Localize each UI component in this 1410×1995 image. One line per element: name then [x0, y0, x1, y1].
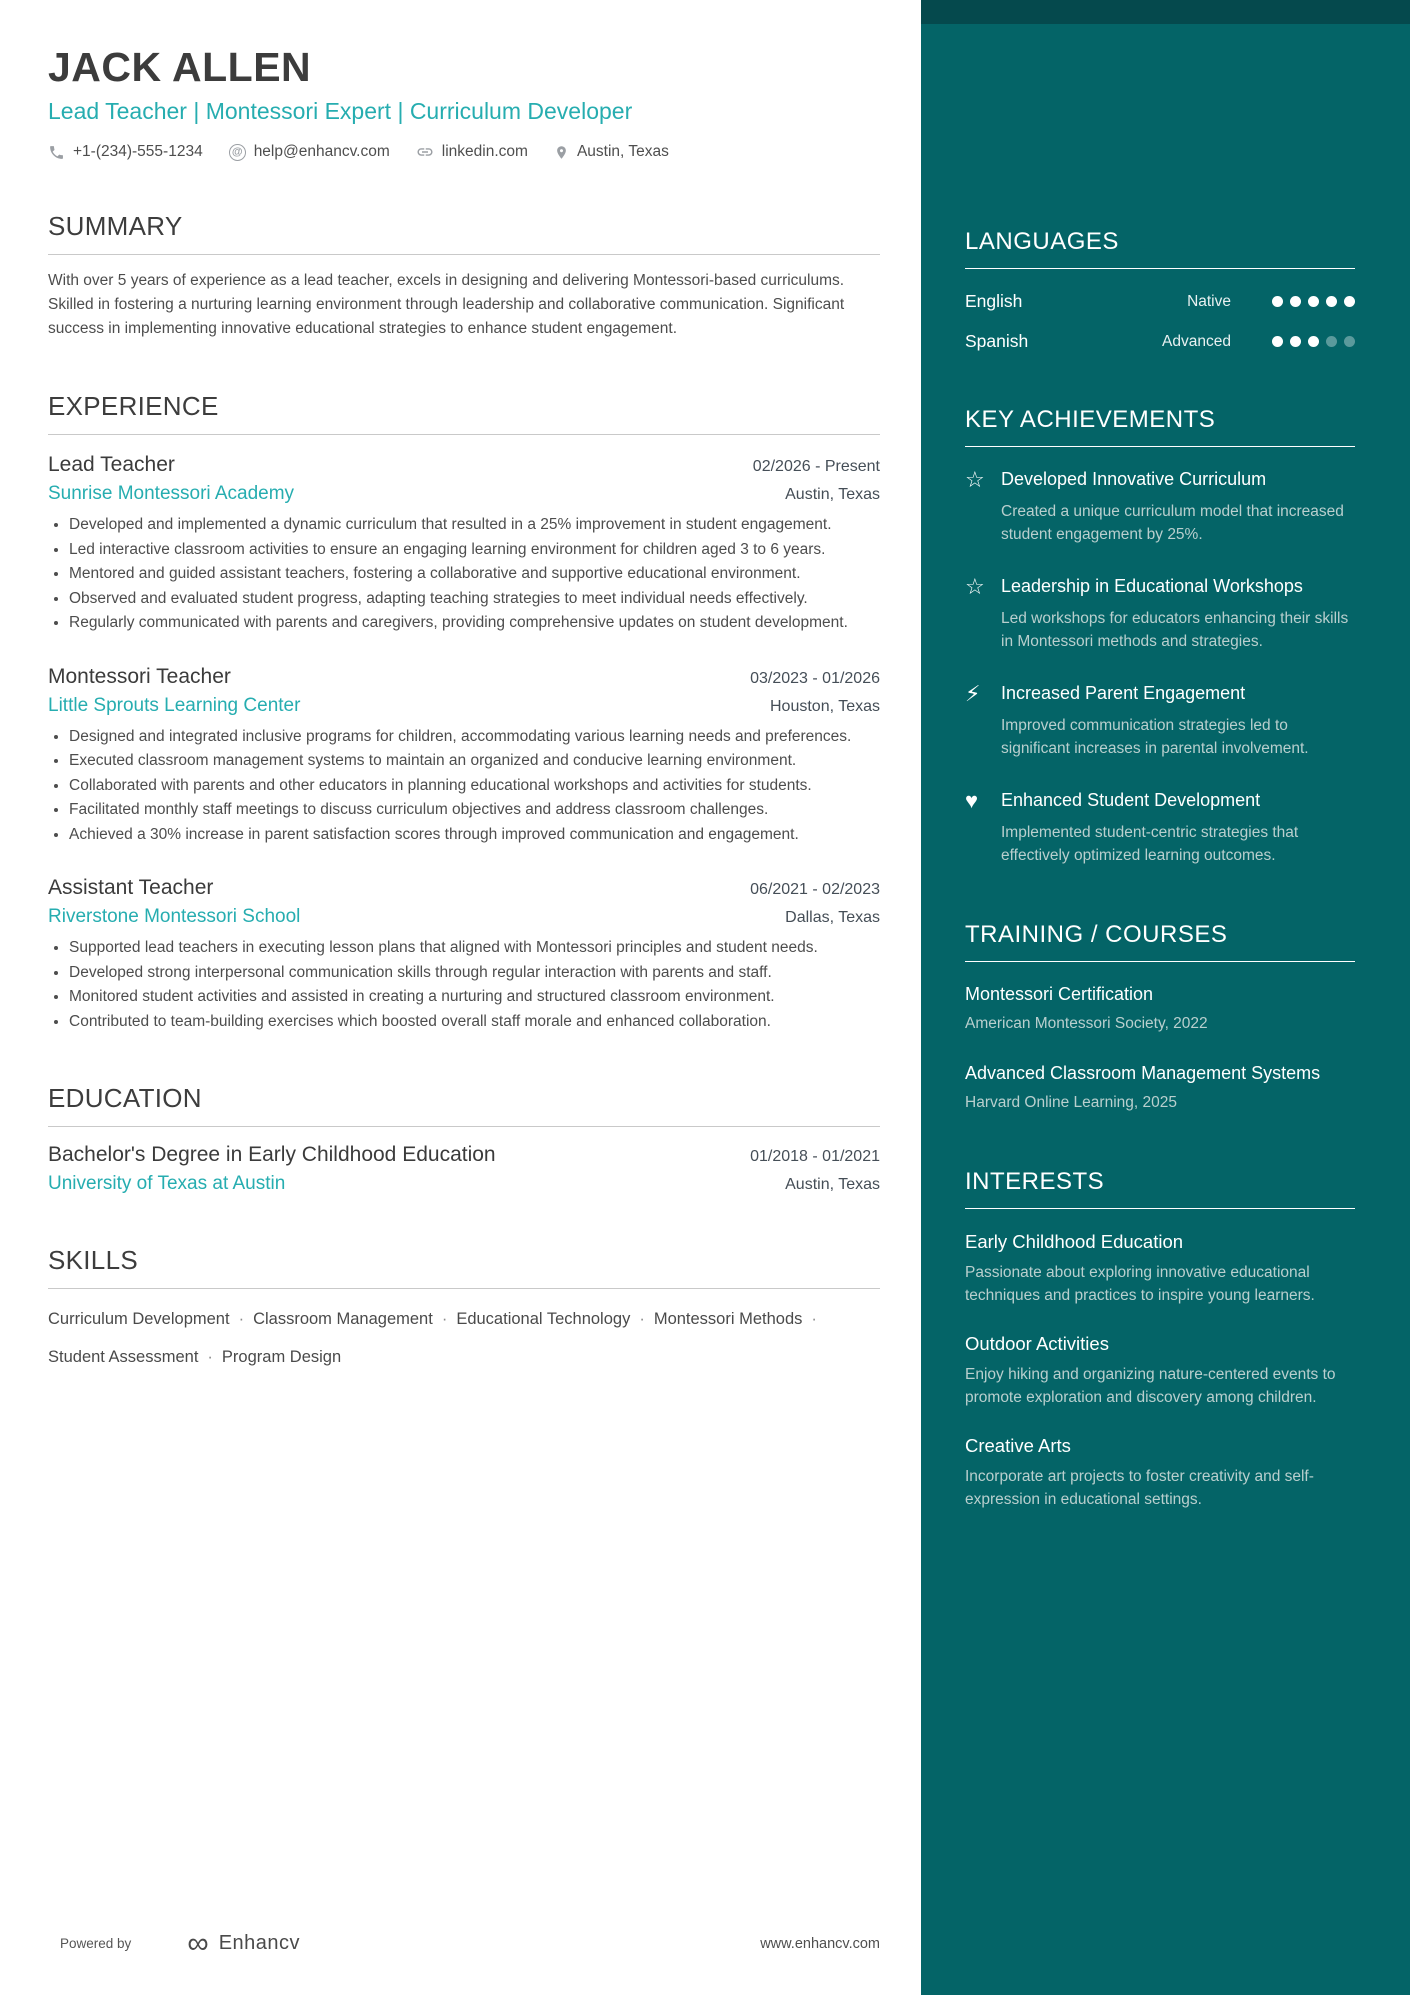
training-courses-section — [965, 921, 1355, 1114]
courses-list — [965, 982, 1355, 1114]
experience-heading: EXPERIENCE — [48, 391, 219, 422]
job-title: Assistant Teacher — [48, 876, 214, 900]
language-proficiency-dots — [1253, 336, 1355, 347]
email-at-icon: @ — [229, 144, 246, 161]
interest-text: Incorporate art projects to foster creativity and self-expression in educational settings. — [965, 1468, 1314, 1508]
proficiency-dot-filled — [1308, 296, 1319, 307]
language-level: Advanced — [1162, 332, 1231, 350]
bullet-item: • Developed and implemented a dynamic curriculum that resulted in a 25% improvement in student engagement. — [69, 514, 880, 537]
achievement-item — [965, 574, 1355, 653]
bullet-item: • Regularly communicated with parents and caregivers, providing comprehensive updates on student development. — [69, 612, 880, 635]
job-title: Lead Teacher — [48, 453, 175, 477]
interest-text: Enjoy hiking and organizing nature-centered events to promote exploration and discovery among children. — [965, 1366, 1336, 1406]
education-location: Austin, Texas — [785, 1176, 880, 1194]
job-bullets — [48, 726, 880, 847]
skill-item: Program Design — [221, 1348, 342, 1367]
languages-section — [965, 228, 1355, 352]
bullet-item: • Achieved a 30% increase in parent satisfaction scores through improved communication and engagement. — [69, 824, 880, 847]
course-title: Advanced Classroom Management Systems — [965, 1063, 1321, 1083]
languages-heading: LANGUAGES — [965, 228, 1119, 255]
section-divider — [48, 1288, 880, 1289]
achievement-text: Created a unique curriculum model that increased student engagement by 25%. — [1001, 503, 1344, 543]
lightning-icon: ⚡ — [965, 681, 981, 706]
proficiency-dot-filled — [1272, 296, 1283, 307]
course-item — [965, 982, 1355, 1035]
achievement-title: Enhanced Student Development — [1001, 790, 1261, 810]
phone-number: +1-(234)-555-1234 — [73, 143, 203, 161]
skill-item: Classroom Management · — [253, 1307, 456, 1331]
star-icon: ☆ — [965, 574, 985, 599]
job-title-row — [48, 453, 880, 477]
job-title-row — [48, 876, 880, 900]
achievement-body — [1001, 467, 1355, 546]
job-title-row — [48, 665, 880, 689]
degree-row — [48, 1143, 880, 1167]
main-column — [0, 0, 921, 1369]
enhancv-logo-icon: ∞ — [187, 1926, 209, 1960]
bullet-item: • Led interactive classroom activities to ensure an engaging learning environment for children aged 3 to 6 years. — [69, 539, 880, 562]
job-bullets — [48, 937, 880, 1033]
section-divider — [48, 434, 880, 435]
section-divider — [965, 961, 1355, 962]
school-name: University of Texas at Austin — [48, 1173, 286, 1195]
interest-item — [965, 1229, 1355, 1307]
job-entry — [48, 876, 880, 1033]
email-address[interactable]: help@enhancv.com — [253, 143, 390, 161]
job-location: Dallas, Texas — [785, 909, 880, 927]
page-footer — [60, 1926, 880, 1960]
achievement-body — [1001, 788, 1355, 867]
link-icon — [416, 143, 434, 161]
education-dates: 01/2018 - 01/2021 — [750, 1148, 880, 1166]
achievement-body — [1001, 574, 1355, 653]
job-dates: 06/2021 - 02/2023 — [750, 881, 880, 899]
language-name: Spanish — [965, 331, 1029, 351]
languages-list — [965, 291, 1355, 352]
job-title: Montessori Teacher — [48, 664, 231, 688]
achievement-title: Developed Innovative Curriculum — [1001, 469, 1267, 489]
language-name: English — [965, 291, 1023, 311]
proficiency-dot-filled — [1290, 296, 1301, 307]
achievement-text: Implemented student-centric strategies that effectively optimized learning outcomes. — [1001, 824, 1299, 864]
section-divider — [48, 254, 880, 255]
bullet-item: • Observed and evaluated student progress, adapting teaching strategies to meet individual needs effectively. — [69, 588, 880, 611]
location-pin-icon — [554, 144, 569, 161]
linkedin-url[interactable]: linkedin.com — [441, 143, 528, 161]
skill-item: Educational Technology · — [456, 1307, 654, 1331]
enhancv-url[interactable]: www.enhancv.com — [760, 1935, 880, 1952]
summary-section — [48, 211, 880, 341]
achievement-text: Led workshops for educators enhancing their skills in Montessori methods and strategies. — [1001, 610, 1349, 650]
course-organization: Harvard Online Learning, 2025 — [965, 1094, 1177, 1111]
language-proficiency-dots — [1253, 296, 1355, 307]
bullet-item: • Developed strong interpersonal communication skills through regular interaction with parents and staff. — [69, 962, 880, 985]
section-divider — [965, 446, 1355, 447]
job-entry — [48, 453, 880, 635]
heart-icon: ♥ — [965, 788, 979, 813]
enhancv-brand-text: Enhancv — [218, 1932, 301, 1954]
candidate-name: JACK ALLEN — [48, 44, 312, 90]
interests-section — [965, 1168, 1355, 1511]
resume-header — [48, 46, 880, 161]
proficiency-dot-empty — [1326, 336, 1337, 347]
language-row — [965, 331, 1355, 352]
interest-title: Early Childhood Education — [965, 1231, 1184, 1252]
skill-item: Montessori Methods · — [654, 1307, 826, 1331]
degree-title: Bachelor's Degree in Early Childhood Education — [48, 1143, 496, 1167]
interest-item — [965, 1433, 1355, 1511]
powered-by-label: Powered by — [60, 1936, 132, 1951]
bullet-item: • Collaborated with parents and other educators in planning educational workshops and activities for students. — [69, 775, 880, 798]
achievement-title: Increased Parent Engagement — [1001, 683, 1246, 703]
company-name: Riverstone Montessori School — [48, 906, 301, 928]
summary-text: With over 5 years of experience as a lead teacher, excels in designing and delivering Montessori-based curriculums. Skilled in fostering a nurturing learning environment through leadership and collaborative communication. Significant success in implementing innovative educational strategies to enhance student engagement. — [48, 272, 845, 338]
summary-heading: SUMMARY — [48, 211, 183, 242]
job-company-row — [48, 695, 880, 717]
linkedin-contact[interactable] — [416, 143, 528, 161]
proficiency-dot-empty — [1344, 336, 1355, 347]
proficiency-dot-filled — [1290, 336, 1301, 347]
job-entry — [48, 665, 880, 847]
interests-list — [965, 1229, 1355, 1511]
proficiency-dot-filled — [1344, 296, 1355, 307]
achievement-item — [965, 681, 1355, 760]
skill-item: Student Assessment · — [48, 1345, 222, 1369]
phone-contact — [48, 143, 203, 161]
location-contact — [554, 143, 669, 161]
skill-item: Curriculum Development · — [48, 1307, 253, 1331]
bullet-item: • Supported lead teachers in executing lesson plans that aligned with Montessori principles and student needs. — [69, 937, 880, 960]
company-name: Sunrise Montessori Academy — [48, 483, 295, 505]
bullet-item: • Mentored and guided assistant teachers, fostering a collaborative and supportive educational environment. — [69, 563, 880, 586]
job-company-row — [48, 906, 880, 928]
achievements-list — [965, 467, 1355, 867]
interest-item — [965, 1331, 1355, 1409]
job-dates: 02/2026 - Present — [752, 458, 880, 476]
jobs-list — [48, 453, 880, 1033]
proficiency-dot-filled — [1272, 336, 1283, 347]
education-section — [48, 1083, 880, 1195]
interests-heading: INTERESTS — [965, 1168, 1105, 1195]
sidebar-top-band — [921, 0, 1410, 24]
section-divider — [965, 1208, 1355, 1209]
job-bullets — [48, 514, 880, 635]
interest-text: Passionate about exploring innovative educational techniques and practices to inspire young learners. — [965, 1264, 1315, 1304]
star-icon: ☆ — [965, 467, 985, 492]
education-heading: EDUCATION — [48, 1083, 202, 1114]
key-achievements-heading: KEY ACHIEVEMENTS — [965, 406, 1216, 433]
achievement-text: Improved communication strategies led to significant increases in parental involvement. — [1001, 717, 1309, 757]
email-contact[interactable] — [229, 143, 390, 161]
achievement-item — [965, 788, 1355, 867]
company-name: Little Sprouts Learning Center — [48, 694, 301, 716]
bullet-item: • Contributed to team-building exercises which boosted overall staff morale and enhanced collaboration. — [69, 1011, 880, 1034]
course-title: Montessori Certification — [965, 984, 1154, 1004]
job-dates: 03/2023 - 01/2026 — [750, 669, 880, 687]
section-divider — [48, 1126, 880, 1127]
training-courses-heading: TRAINING / COURSES — [965, 921, 1228, 948]
job-location: Austin, Texas — [785, 486, 880, 504]
bullet-item: • Executed classroom management systems to maintain an organized and conducive learning environment. — [69, 750, 880, 773]
candidate-title: Lead Teacher | Montessori Expert | Curriculum Developer — [48, 98, 633, 125]
school-row — [48, 1173, 880, 1195]
achievement-item — [965, 467, 1355, 546]
course-organization: American Montessori Society, 2022 — [965, 1015, 1208, 1032]
skills-section — [48, 1245, 880, 1369]
interest-title: Creative Arts — [965, 1435, 1071, 1456]
bullet-item: • Facilitated monthly staff meetings to discuss curriculum objectives and address classroom challenges. — [69, 799, 880, 822]
experience-section — [48, 391, 880, 1033]
phone-icon — [48, 144, 65, 161]
achievement-body — [1001, 681, 1355, 760]
achievement-title: Leadership in Educational Workshops — [1001, 576, 1303, 596]
course-item — [965, 1061, 1355, 1114]
section-divider — [965, 268, 1355, 269]
skills-heading: SKILLS — [48, 1245, 138, 1276]
interest-title: Outdoor Activities — [965, 1333, 1109, 1354]
job-company-row — [48, 483, 880, 505]
bullet-item: • Monitored student activities and assisted in creating a nurturing and structured classroom environment. — [69, 986, 880, 1009]
skills-list — [48, 1307, 880, 1369]
language-level: Native — [1187, 292, 1231, 310]
contact-row — [48, 143, 880, 161]
key-achievements-section — [965, 406, 1355, 867]
job-location: Houston, Texas — [770, 697, 880, 715]
proficiency-dot-filled — [1326, 296, 1337, 307]
location-text: Austin, Texas — [576, 143, 669, 161]
language-row — [965, 291, 1355, 312]
bullet-item: • Designed and integrated inclusive programs for children, accommodating various learning needs and preferences. — [69, 726, 880, 749]
sidebar — [921, 0, 1410, 1995]
education-entry — [48, 1143, 880, 1195]
proficiency-dot-filled — [1308, 336, 1319, 347]
